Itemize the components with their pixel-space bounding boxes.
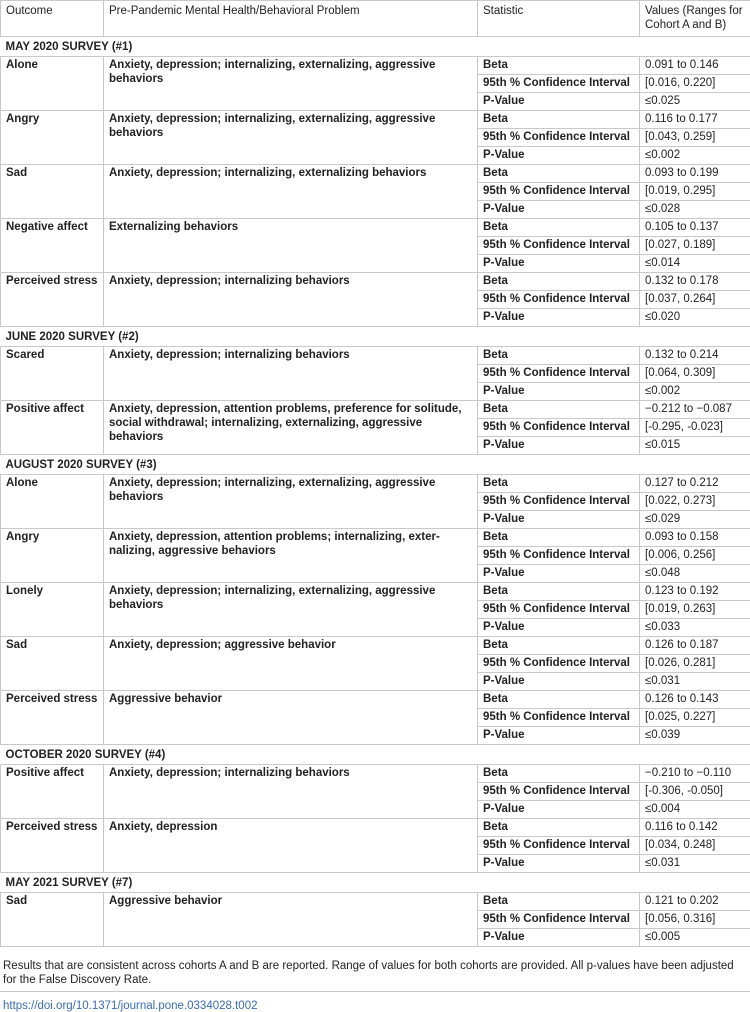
value-cell: ≤0.002 [640, 147, 750, 165]
statistic-label: 95th % Confidence Interval [478, 709, 640, 727]
header-values: Values (Ranges for Cohort A and B) [640, 1, 750, 37]
section-title: OCTOBER 2020 SURVEY (#4) [1, 745, 750, 765]
problem-cell: Aggressive behavior [104, 893, 478, 947]
table-footnote: Results that are consistent across cohorts A and B are reported. Range of values for both cohorts are provided. All p-values have been adjusted for the False Discovery Rate. [0, 947, 750, 987]
statistic-label: P-Value [478, 437, 640, 455]
table-row [1, 165, 750, 183]
statistic-label: Beta [478, 347, 640, 365]
statistic-label: 95th % Confidence Interval [478, 547, 640, 565]
table-row [1, 529, 750, 547]
statistic-label: 95th % Confidence Interval [478, 601, 640, 619]
statistic-label: P-Value [478, 309, 640, 327]
outcome-cell: Scared [1, 347, 104, 401]
statistic-label: Beta [478, 165, 640, 183]
value-cell: −0.212 to −0.087 [640, 401, 750, 419]
outcome-cell: Negative affect [1, 219, 104, 273]
value-cell: [0.022, 0.273] [640, 493, 750, 511]
problem-cell: Anxiety, depression; internalizing behaviors [104, 347, 478, 401]
statistic-label: P-Value [478, 929, 640, 947]
statistic-label: Beta [478, 819, 640, 837]
value-cell: 0.116 to 0.177 [640, 111, 750, 129]
value-cell: [0.034, 0.248] [640, 837, 750, 855]
section-title: AUGUST 2020 SURVEY (#3) [1, 455, 750, 475]
section-title: MAY 2021 SURVEY (#7) [1, 873, 750, 893]
value-cell: 0.132 to 0.214 [640, 347, 750, 365]
statistic-label: P-Value [478, 511, 640, 529]
problem-cell: Anxiety, depression [104, 819, 478, 873]
problem-cell: Anxiety, depression; internalizing, externalizing behaviors [104, 165, 478, 219]
value-cell: ≤0.033 [640, 619, 750, 637]
value-cell: ≤0.039 [640, 727, 750, 745]
outcome-cell: Positive affect [1, 401, 104, 455]
statistic-label: 95th % Confidence Interval [478, 237, 640, 255]
value-cell: ≤0.015 [640, 437, 750, 455]
value-cell: [0.019, 0.263] [640, 601, 750, 619]
statistic-label: Beta [478, 637, 640, 655]
value-cell: 0.091 to 0.146 [640, 57, 750, 75]
value-cell: 0.093 to 0.199 [640, 165, 750, 183]
outcome-cell: Sad [1, 637, 104, 691]
statistic-label: 95th % Confidence Interval [478, 183, 640, 201]
statistic-label: Beta [478, 583, 640, 601]
outcome-cell: Perceived stress [1, 819, 104, 873]
section-row [1, 37, 750, 57]
statistic-label: P-Value [478, 565, 640, 583]
value-cell: ≤0.031 [640, 855, 750, 873]
header-row [1, 1, 750, 37]
value-cell: 0.121 to 0.202 [640, 893, 750, 911]
statistic-label: P-Value [478, 801, 640, 819]
statistic-label: Beta [478, 475, 640, 493]
value-cell: −0.210 to −0.110 [640, 765, 750, 783]
statistic-label: 95th % Confidence Interval [478, 75, 640, 93]
statistic-label: P-Value [478, 201, 640, 219]
value-cell: 0.123 to 0.192 [640, 583, 750, 601]
statistic-label: Beta [478, 219, 640, 237]
value-cell: [0.056, 0.316] [640, 911, 750, 929]
problem-cell: Anxiety, depression; internalizing, externalizing, aggressive behaviors [104, 111, 478, 165]
value-cell: [0.027, 0.189] [640, 237, 750, 255]
value-cell: [0.043, 0.259] [640, 129, 750, 147]
table-row [1, 57, 750, 75]
problem-cell: Anxiety, depression, attention problems, preference for solitude, social withdrawal; internalizing, externalizing, aggressive behaviors [104, 401, 478, 455]
statistic-label: P-Value [478, 255, 640, 273]
value-cell: 0.116 to 0.142 [640, 819, 750, 837]
value-cell: [0.026, 0.281] [640, 655, 750, 673]
table-row [1, 401, 750, 419]
statistic-label: P-Value [478, 383, 640, 401]
section-title: JUNE 2020 SURVEY (#2) [1, 327, 750, 347]
outcome-cell: Alone [1, 57, 104, 111]
value-cell: ≤0.048 [640, 565, 750, 583]
value-cell: ≤0.020 [640, 309, 750, 327]
value-cell: ≤0.025 [640, 93, 750, 111]
problem-cell: Anxiety, depression; internalizing behaviors [104, 765, 478, 819]
statistic-label: Beta [478, 765, 640, 783]
outcome-cell: Positive affect [1, 765, 104, 819]
doi-link[interactable]: https://doi.org/10.1371/journal.pone.0334028.t002 [0, 992, 750, 1012]
problem-cell: Aggressive behavior [104, 691, 478, 745]
outcome-cell: Lonely [1, 583, 104, 637]
table-row [1, 819, 750, 837]
statistic-label: 95th % Confidence Interval [478, 655, 640, 673]
problem-cell: Anxiety, depression; internalizing behaviors [104, 273, 478, 327]
value-cell: [0.064, 0.309] [640, 365, 750, 383]
statistic-label: 95th % Confidence Interval [478, 783, 640, 801]
problem-cell: Anxiety, depression; aggressive behavior [104, 637, 478, 691]
problem-cell: Anxiety, depression; internalizing, externalizing, aggressive behaviors [104, 57, 478, 111]
section-row [1, 873, 750, 893]
table-row [1, 637, 750, 655]
statistic-label: 95th % Confidence Interval [478, 837, 640, 855]
value-cell: ≤0.031 [640, 673, 750, 691]
table-row [1, 583, 750, 601]
section-title: MAY 2020 SURVEY (#1) [1, 37, 750, 57]
header-statistic: Statistic [478, 1, 640, 37]
value-cell: [-0.295, -0.023] [640, 419, 750, 437]
value-cell: ≤0.028 [640, 201, 750, 219]
statistic-label: Beta [478, 691, 640, 709]
table-row [1, 765, 750, 783]
statistic-label: 95th % Confidence Interval [478, 129, 640, 147]
statistic-label: Beta [478, 111, 640, 129]
outcome-cell: Perceived stress [1, 273, 104, 327]
problem-cell: Anxiety, depression; internalizing, externalizing, aggressive behaviors [104, 583, 478, 637]
value-cell: 0.093 to 0.158 [640, 529, 750, 547]
statistic-label: 95th % Confidence Interval [478, 365, 640, 383]
problem-cell: Anxiety, depression, attention problems; internalizing, exter-nalizing, aggressive behaviors [104, 529, 478, 583]
value-cell: 0.132 to 0.178 [640, 273, 750, 291]
outcome-cell: Alone [1, 475, 104, 529]
statistic-label: Beta [478, 893, 640, 911]
value-cell: 0.105 to 0.137 [640, 219, 750, 237]
statistic-label: P-Value [478, 727, 640, 745]
section-row [1, 745, 750, 765]
value-cell: ≤0.004 [640, 801, 750, 819]
problem-cell: Anxiety, depression; internalizing, externalizing, aggressive behaviors [104, 475, 478, 529]
table-body [1, 37, 750, 947]
value-cell: [0.037, 0.264] [640, 291, 750, 309]
value-cell: [0.006, 0.256] [640, 547, 750, 565]
table-row [1, 111, 750, 129]
outcome-cell: Sad [1, 893, 104, 947]
value-cell: ≤0.005 [640, 929, 750, 947]
value-cell: 0.126 to 0.143 [640, 691, 750, 709]
table-row [1, 219, 750, 237]
value-cell: ≤0.029 [640, 511, 750, 529]
value-cell: 0.127 to 0.212 [640, 475, 750, 493]
statistic-label: 95th % Confidence Interval [478, 911, 640, 929]
problem-cell: Externalizing behaviors [104, 219, 478, 273]
header-problem: Pre-Pandemic Mental Health/Behavioral Problem [104, 1, 478, 37]
section-row [1, 327, 750, 347]
table-row [1, 273, 750, 291]
statistic-label: 95th % Confidence Interval [478, 291, 640, 309]
statistic-label: Beta [478, 401, 640, 419]
outcome-cell: Angry [1, 529, 104, 583]
value-cell: [-0.306, -0.050] [640, 783, 750, 801]
table-row [1, 347, 750, 365]
statistic-label: P-Value [478, 619, 640, 637]
statistic-label: Beta [478, 529, 640, 547]
header-outcome: Outcome [1, 1, 104, 37]
outcome-cell: Angry [1, 111, 104, 165]
statistic-label: Beta [478, 273, 640, 291]
statistic-label: Beta [478, 57, 640, 75]
value-cell: ≤0.002 [640, 383, 750, 401]
table-row [1, 893, 750, 911]
statistic-label: 95th % Confidence Interval [478, 419, 640, 437]
table-row [1, 691, 750, 709]
value-cell: [0.025, 0.227] [640, 709, 750, 727]
section-row [1, 455, 750, 475]
table-row [1, 475, 750, 493]
statistic-label: P-Value [478, 673, 640, 691]
value-cell: 0.126 to 0.187 [640, 637, 750, 655]
outcome-cell: Perceived stress [1, 691, 104, 745]
statistic-label: P-Value [478, 93, 640, 111]
value-cell: [0.019, 0.295] [640, 183, 750, 201]
statistic-label: P-Value [478, 147, 640, 165]
statistic-label: 95th % Confidence Interval [478, 493, 640, 511]
value-cell: [0.016, 0.220] [640, 75, 750, 93]
value-cell: ≤0.014 [640, 255, 750, 273]
outcome-cell: Sad [1, 165, 104, 219]
statistic-label: P-Value [478, 855, 640, 873]
